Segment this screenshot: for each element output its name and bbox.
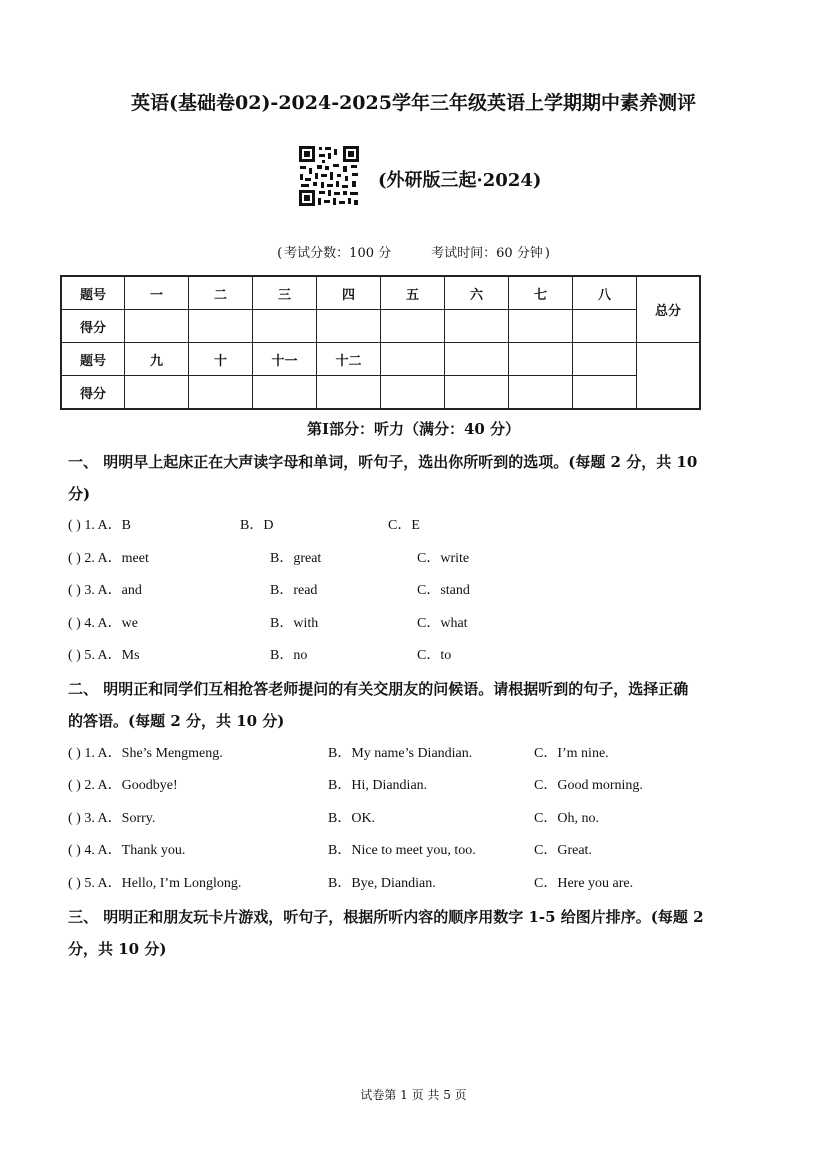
question-row	[68, 614, 768, 634]
question-stem: ( ) 1. A．B	[68, 518, 131, 533]
total-score-cell[interactable]	[637, 343, 701, 410]
score-input-cell[interactable]	[381, 310, 445, 343]
option-b[interactable]: B．OK.	[328, 811, 376, 826]
section1-heading-line2: 分)	[68, 485, 91, 503]
option-c[interactable]: C．Great.	[534, 843, 592, 858]
option-c[interactable]: C．Here you are.	[534, 876, 634, 891]
exam-info: ( 考试分数：100 分 考试时间：60 分钟 )	[277, 246, 550, 261]
score-table-label: 得分	[61, 310, 125, 343]
score-table-cell: 十一	[253, 343, 317, 376]
score-input-cell[interactable]	[253, 310, 317, 343]
option-c[interactable]: C．stand	[417, 583, 470, 598]
score-input-cell[interactable]	[317, 376, 381, 410]
score-input-cell[interactable]	[573, 376, 637, 410]
section2-heading-line2: 的答语。(每题 2 分，共 10 分)	[68, 712, 285, 730]
question-row	[68, 841, 768, 861]
option-b[interactable]: B．no	[270, 648, 308, 663]
score-table-cell	[445, 343, 509, 376]
score-table-cell	[509, 343, 573, 376]
score-table-cell: 四	[317, 276, 381, 310]
question-row	[68, 516, 768, 536]
score-table-cell: 二	[189, 276, 253, 310]
option-c[interactable]: C．Oh, no.	[534, 811, 599, 826]
score-table-cell	[573, 343, 637, 376]
question-stem: ( ) 3. A．Sorry.	[68, 811, 156, 826]
part1-heading: 第Ⅰ部分：听力（满分：40 分）	[306, 420, 521, 438]
section3-heading	[68, 901, 768, 965]
score-table-label: 题号	[61, 343, 125, 376]
score-table-cell	[381, 343, 445, 376]
question-stem: ( ) 2. A．Goodbye!	[68, 778, 178, 793]
question-stem: ( ) 4. A．Thank you.	[68, 843, 186, 858]
score-input-cell[interactable]	[445, 376, 509, 410]
section2-heading-line1: 二、 明明正和同学们互相抢答老师提问的有关交朋友的问候语。请根据听到的句子，选择正确	[68, 680, 689, 698]
score-input-cell[interactable]	[509, 310, 573, 343]
question-stem: ( ) 5. A．Hello, I’m Longlong.	[68, 876, 242, 891]
score-table-label: 题号	[61, 276, 125, 310]
score-table-cell: 六	[445, 276, 509, 310]
score-table-cell: 八	[573, 276, 637, 310]
exam-title: 英语(基础卷02)-2024-2025学年三年级英语上学期期中素养测评	[131, 92, 696, 114]
option-b[interactable]: B．Nice to meet you, too.	[328, 843, 476, 858]
question-row	[68, 744, 768, 764]
exam-time: 考试时间：60 分钟	[431, 246, 543, 261]
score-table-cell: 五	[381, 276, 445, 310]
score-input-cell[interactable]	[189, 376, 253, 410]
section1-heading-line1: 一、 明明早上起床正在大声读字母和单词，听句子，选出你所听到的选项。(每题 2 分，共 10	[68, 453, 698, 471]
score-input-cell[interactable]	[317, 310, 381, 343]
question-row	[68, 646, 768, 666]
score-table-cell: 十二	[317, 343, 381, 376]
score-table-cell: 十	[189, 343, 253, 376]
score-input-cell[interactable]	[381, 376, 445, 410]
question-stem: ( ) 5. A．Ms	[68, 648, 140, 663]
option-c[interactable]: C．E	[388, 518, 420, 533]
score-input-cell[interactable]	[189, 310, 253, 343]
exam-edition: (外研版三起·2024)	[378, 170, 542, 191]
question-row	[68, 874, 768, 894]
score-table-cell: 九	[125, 343, 189, 376]
score-input-cell[interactable]	[253, 376, 317, 410]
option-c[interactable]: C．Good morning.	[534, 778, 643, 793]
section3-heading-line2: 分，共 10 分)	[68, 940, 167, 958]
option-c[interactable]: C．I’m nine.	[534, 746, 609, 761]
section1-heading	[68, 446, 768, 510]
option-c[interactable]: C．what	[417, 616, 468, 631]
option-c[interactable]: C．to	[417, 648, 452, 663]
score-input-cell[interactable]	[125, 310, 189, 343]
question-row	[68, 809, 768, 829]
score-input-cell[interactable]	[125, 376, 189, 410]
question-row	[68, 549, 768, 569]
question-row	[68, 581, 768, 601]
question-row	[68, 776, 768, 796]
option-b[interactable]: B．read	[270, 583, 318, 598]
option-b[interactable]: B．great	[270, 551, 322, 566]
option-b[interactable]: B．Hi, Diandian.	[328, 778, 428, 793]
question-stem: ( ) 2. A．meet	[68, 551, 149, 566]
option-b[interactable]: B．My name’s Diandian.	[328, 746, 473, 761]
score-table	[60, 275, 701, 410]
option-b[interactable]: B．Bye, Diandian.	[328, 876, 436, 891]
question-stem: ( ) 4. A．we	[68, 616, 138, 631]
score-table-cell: 一	[125, 276, 189, 310]
score-input-cell[interactable]	[509, 376, 573, 410]
score-input-cell[interactable]	[573, 310, 637, 343]
option-b[interactable]: B．D	[240, 518, 274, 533]
exam-score: 考试分数：100 分	[284, 246, 392, 261]
score-table-total-label: 总分	[637, 276, 701, 343]
section2-heading	[68, 673, 768, 737]
score-table-cell: 七	[509, 276, 573, 310]
section3-heading-line1: 三、 明明正和朋友玩卡片游戏，听句子，根据所听内容的顺序用数字 1-5 给图片排序。(每题 2	[68, 908, 704, 926]
option-c[interactable]: C．write	[417, 551, 470, 566]
option-b[interactable]: B．with	[270, 616, 319, 631]
score-table-cell: 三	[253, 276, 317, 310]
question-stem: ( ) 3. A．and	[68, 583, 142, 598]
question-stem: ( ) 1. A．She’s Mengmeng.	[68, 746, 223, 761]
qr-code-icon	[297, 144, 361, 208]
score-input-cell[interactable]	[445, 310, 509, 343]
page-footer: 试卷第 1 页 共 5 页	[360, 1088, 467, 1102]
score-table-label: 得分	[61, 376, 125, 410]
